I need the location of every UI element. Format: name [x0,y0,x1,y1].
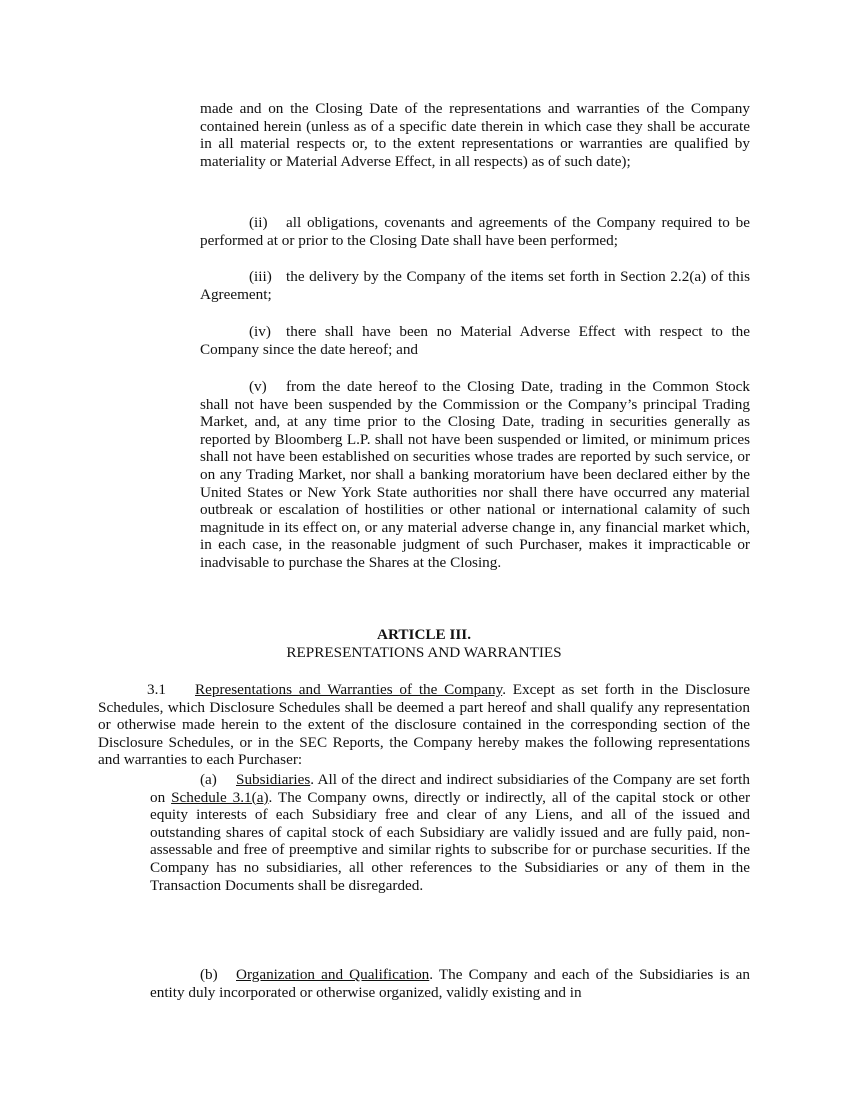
article-title: REPRESENTATIONS AND WARRANTIES [286,644,562,661]
subsection-text: . The Company and each of the Subsidiaries is an entity duly incorporated or otherwise organized, validly existing and in [150,966,750,1001]
subsection-text: . All of the direct and indirect subsidiaries of the Company are set forth on [150,771,750,806]
condition-label: (iv) [249,323,271,340]
condition-v [200,378,750,572]
continuation-paragraph [200,100,750,170]
subsection-label: (b) [200,966,218,983]
subsection-b [150,966,750,1001]
continuation-text: made and on the Closing Date of the representations and warranties of the Company contained herein (unless as of a specific date therein in which case they shall be accurate in all material respects or, to the extent representations or warranties are qualified by materiality or Material Adverse Effect, in all respects) as of such date); [200,100,750,170]
condition-text: from the date hereof to the Closing Date, trading in the Common Stock shall not have been suspended by the Commission or the Company’s principal Trading Market, and, at any time prior to the Closing Date, trading in securities generally as reported by Bloomberg L.P. shall not have been suspended or limited, or minimum prices shall not have been established on securities whose trades are reported by such service, or on any Trading Market, nor shall a banking moratorium have been declared either by the United States or New York State authorities nor shall there have occurred any material outbreak or escalation of hostilities or other national or international calamity of such magnitude in its effect on, or any material adverse change in, any financial market which, in each case, in the reasonable judgment of such Purchaser, makes it impracticable or inadvisable to purchase the Shares at the Closing. [200,378,750,571]
section-number: 3.1 [147,681,166,698]
condition-iii [200,268,750,303]
condition-label: (v) [249,378,267,395]
article-number: ARTICLE III. [377,626,471,643]
condition-iv [200,323,750,358]
subsection-heading: Organization and Qualification [236,966,430,983]
subsection-a [150,771,750,894]
condition-ii [200,214,750,249]
section-heading: Representations and Warranties of the Company [195,681,503,698]
subsection-label: (a) [200,771,217,788]
schedule-reference: Schedule 3.1(a) [171,788,269,806]
subsection-text: . The Company owns, directly or indirectly, all of the capital stock or other equity interests of each Subsidiary free and clear of any Liens, and all of the issued and outstanding shares of capital stock of each Subsidiary are validly issued and are fully paid, non-assessable and free of preemptive and similar rights to subscribe for or purchase securities. If the Company has no subsidiaries, all other references to the Subsidiaries or any of them in the Transaction Documents shall be disregarded. [150,788,750,894]
condition-label: (ii) [249,214,268,231]
section-3-1 [98,681,750,769]
condition-text: the delivery by the Company of the items set forth in Section 2.2(a) of this Agreement; [200,268,750,303]
condition-label: (iii) [249,268,272,285]
condition-text: there shall have been no Material Adverse Effect with respect to the Company since the date hereof; and [200,323,750,358]
section-text: . Except as set forth in the Disclosure Schedules, which Disclosure Schedules shall be deemed a part hereof and shall qualify any representation or otherwise made herein to the extent of the disclosure contained in the corresponding section of the Disclosure Schedules, or in the SEC Reports, the Company hereby makes the following representations and warranties to each Purchaser: [98,681,750,769]
condition-text: all obligations, covenants and agreements of the Company required to be performed at or prior to the Closing Date shall have been performed; [200,214,750,249]
subsection-heading: Subsidiaries [236,771,311,788]
